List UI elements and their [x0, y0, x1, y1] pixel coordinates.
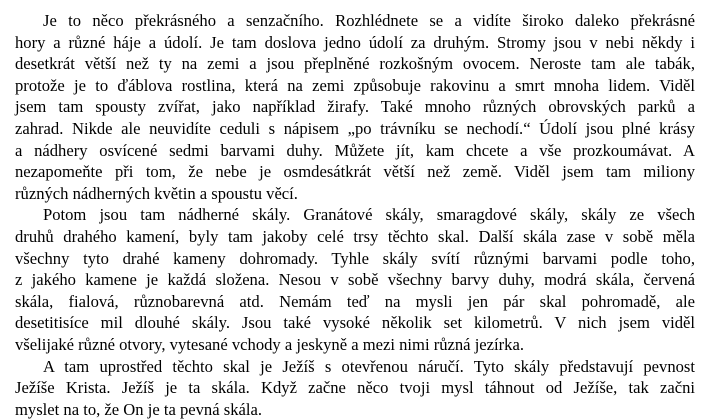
text-line: nezapomeňte při tom, že nebe je osmdesátkrát větší než země. Viděl jsem tam miliony	[15, 161, 695, 183]
text-line: z jakého kamene je každá složena. Nesou v sobě všechny barvy duhy, modrá skála, červená	[15, 269, 695, 291]
text-line: a nádhery osvícené sedmi barvami duhy. Můžete jít, kam chcete a vše prozkoumávat. A	[15, 140, 695, 162]
text-line: Je to něco překrásného a senzačního. Rozhlédnete se a vidíte široko daleko překrásné	[15, 10, 695, 32]
text-line: různých nádherných květin a spoustu věcí.	[15, 183, 695, 205]
text-line: desetkrát větší než ty na zemi a jsou přeplněné rozkošným ovocem. Neroste tam ale tabák,	[15, 53, 695, 75]
text-line: zahrad. Nikde ale neuvidíte ceduli s nápisem „po trávníku se nechodí.“ Údolí jsou plné krásy	[15, 118, 695, 140]
paragraph-rocks	[15, 204, 695, 355]
text-line: hory a různé háje a údolí. Je tam doslova jedno údolí za druhým. Stromy jsou v nebi někdy i	[15, 32, 695, 54]
paragraph-jesus-rock	[15, 356, 695, 420]
text-line: protože je to ďáblova rostlina, která na zemi způsobuje rakovinu a smrt mnoha lidem. Viděl	[15, 75, 695, 97]
text-line: všechny tyto drahé kameny dohromady. Tyhle skály svítí různými barvami podle toho,	[15, 248, 695, 270]
text-line: všelijaké různé otvory, vytesané vchody a jeskyně a mezi nimi různá jezírka.	[15, 334, 695, 356]
paragraph-heaven-landscape	[15, 10, 695, 204]
text-line: desetitisíce mil dlouhé skály. Jsou také vysoké několik set kilometrů. V nich jsem viděl	[15, 312, 695, 334]
text-line: skála, fialová, různobarevná atd. Nemám teď na mysli jen pár skal pohromadě, ale	[15, 291, 695, 313]
text-line: Ježíše Krista. Ježíš je ta skála. Když začne něco tvoji mysl táhnout od Ježíše, tak začni	[15, 377, 695, 399]
text-line: myslet na to, že On je ta pevná skála.	[15, 399, 695, 420]
text-line: jsem tam spousty zvířat, jako například žirafy. Také mnoho různých obrovských parků a	[15, 96, 695, 118]
text-line: druhů drahého kamení, byly tam jakoby celé trsy těchto skal. Další skála zase v sobě měla	[15, 226, 695, 248]
text-line: Potom jsou tam nádherné skály. Granátové skály, smaragdové skály, skály ze všech	[15, 204, 695, 226]
document-page	[15, 10, 695, 420]
text-line: A tam uprostřed těchto skal je Ježíš s otevřenou náručí. Tyto skály představují pevnost	[15, 356, 695, 378]
